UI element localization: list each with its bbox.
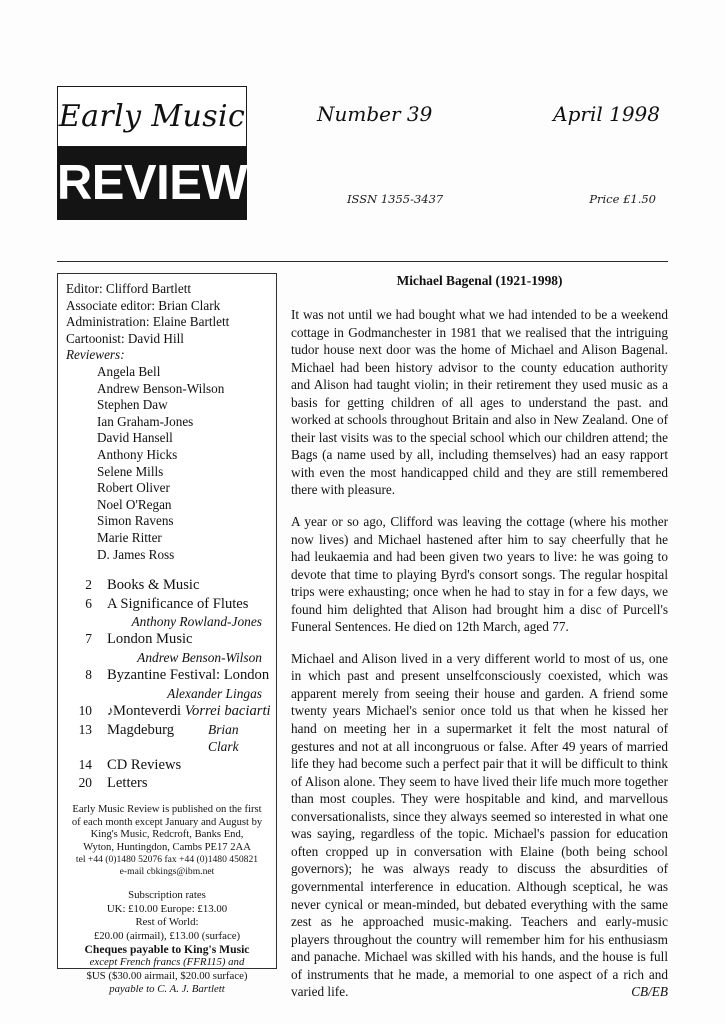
imprint-email: e-mail cbkings@ibm.net (119, 866, 215, 878)
masthead (57, 86, 668, 221)
reviewers-list (66, 364, 268, 563)
issn-line (287, 192, 668, 206)
rates-cheques-note: Cheques payable to King's Music (84, 943, 250, 957)
contents-page-number: 6 (85, 595, 92, 611)
list-item: David Hansell (97, 430, 173, 446)
contents-page-number: 2 (85, 577, 92, 593)
list-item: Robert Oliver (97, 480, 170, 496)
contents-title: CD Reviews (107, 756, 182, 773)
contents-title (92, 702, 271, 721)
contents-page-number: 7 (85, 631, 92, 647)
article-column (291, 273, 668, 1001)
logo-review: REVIEW (56, 155, 248, 210)
contents-page-number: 8 (85, 667, 92, 683)
list-item: Selene Mills (97, 463, 164, 479)
contents-page-number: 14 (78, 756, 92, 772)
rates-line: except French francs (FFR115) and (89, 956, 245, 969)
imprint-line: of each month except January and August by (71, 816, 263, 828)
logo-early-music: Early Music (58, 99, 246, 134)
staff-cartoonist: Cartoonist: David Hill (66, 330, 184, 346)
article-paragraph-text: Michael and Alison lived in a very different world to most of us, one in which past and present unselfconsciously coexisted, which was apparent merely from seeing their house and garden. A friend some twenty years Michael's senior once told us that when he kissed her hand on meeting her in a supermarket it felt the most natural of gestures and not at all incongruous or false. After 49 years of married life they had become such a perfect pair that it will be difficult to think of Alison alone. They seem to have lived their life much more together than most couples. They were hospitable and kind, and marvellous conversationalists, since they always seemed so interested in what one was saying, regardless of the topic. Michael's passion for education often cropped up in conversation with Elaine (both being school governors); he was always ready to discuss the absurdities of governmental interference in education. Although sceptical, he was never cynical or mean-minded, but debated everything with the same zest as he approached music-making. Teachers and early-music players throughout the country will remember him for his enthusiasm and panache. Michael was skilled with his hands, and the house is full of instruments that he made, a memorial to one aspect of a rich and varied life. (291, 650, 668, 1000)
article-signature: CB/EB (631, 984, 668, 1000)
list-item: Marie Ritter (97, 529, 162, 545)
issn-number: ISSN 1355-3437 (347, 192, 444, 206)
list-item: Stephen Daw (97, 397, 168, 413)
rates-line: $US ($30.00 airmail, $20.00 surface) (86, 969, 248, 982)
contents-entry[interactable] (66, 756, 268, 775)
issue-number: Number 39 (317, 102, 433, 126)
contents-page-number: 10 (78, 703, 92, 719)
contents-page-number: 20 (78, 775, 92, 791)
issue-line (287, 102, 668, 126)
contents-title: Magdeburg (107, 721, 175, 738)
contents-entry[interactable] (66, 666, 268, 685)
contents-title: Byzantine Festival: London (107, 667, 270, 684)
contents-entry[interactable] (66, 702, 271, 721)
contents-author: Andrew Benson-Wilson (137, 650, 262, 666)
logo-title-box (57, 86, 247, 147)
list-item: Anthony Hicks (97, 446, 178, 462)
logo-review-box (57, 147, 247, 220)
contents-title-text: Monteverdi (113, 703, 182, 720)
rates-line: UK: £10.00 Europe: £13.00 (106, 902, 228, 915)
staff-administration: Administration: Elaine Bartlett (66, 314, 230, 330)
contents-entry[interactable] (66, 595, 268, 614)
list-item: Angela Bell (97, 363, 161, 379)
rates-payable-to: payable to C. A. J. Bartlett (109, 983, 225, 996)
contents-page-number: 13 (78, 721, 92, 737)
article-paragraph: A year or so ago, Clifford was leaving the cottage (where his mother now lives) and Michael hastened after him to say cheerfully that he had leukaemia and had been given two years to live: he was going to devote that time to playing Byrd's consort songs. The regular hospital trips were exhausting; once when he had to stay in for a few days, we found him delighted that Alison had brought him a disc of Purcell's Funeral Sentences. He died on 12th March, aged 77. (291, 514, 668, 635)
contents-entry[interactable] (66, 576, 268, 595)
list-item: Simon Ravens (97, 513, 174, 529)
imprint-line: King's Music, Redcroft, Banks End, (90, 829, 244, 841)
contents-author: Anthony Rowland-Jones (131, 614, 262, 630)
sidebar-box (57, 273, 277, 996)
contents-entry[interactable] (66, 721, 268, 756)
contents-author: Alexander Lingas (167, 685, 262, 701)
contents-title-italic: Vorrei baciarti (184, 703, 271, 720)
contents-list (66, 576, 271, 793)
staff-associate-editor: Associate editor: Brian Clark (66, 297, 221, 313)
staff-list (66, 281, 268, 563)
rates-line: Rest of World: (135, 916, 199, 929)
cover-price: Price £1.50 (589, 192, 656, 206)
journal-logo (57, 86, 247, 220)
imprint-line: Early Music Review is published on the first (72, 804, 262, 816)
contents-title: A Significance of Flutes (107, 595, 249, 612)
list-item: Noel O'Regan (97, 496, 172, 512)
issue-date: April 1998 (553, 102, 660, 126)
masthead-divider (57, 261, 668, 262)
rates-line: £20.00 (airmail), £13.00 (surface) (93, 929, 241, 942)
list-item: D. James Ross (97, 546, 175, 562)
article-paragraph (291, 650, 668, 1001)
article-title: Michael Bagenal (1921-1998) (396, 273, 563, 288)
list-item: Ian Graham-Jones (97, 413, 194, 429)
article-paragraph: It was not until we had bought what we had intended to be a weekend cottage in Godmanchester in 1981 that we realised that the intriguing tudor house next door was the home of Michael and Alison Bagenal. Michael had been history advisor to the county education authority and Alison had taught violin; in their retirement they used music as a basis for getting children of all ages to understand the past. and worked at schools throughout Britain and also in New Zealand. One of their last visits was to the special school which our children attend; the Bags (a name used by all, including themselves) had an easy rapport with even the most handicapped child and they are still remembered there with pleasure. (291, 307, 668, 498)
list-item: Andrew Benson-Wilson (97, 380, 225, 396)
contents-author: Brian Clark (208, 721, 239, 755)
music-note-icon: ♪ (107, 703, 113, 719)
rates-heading: Subscription rates (128, 889, 206, 902)
subscription-rates-block (66, 889, 268, 996)
contents-title: Letters (107, 775, 148, 792)
contents-entry[interactable] (66, 774, 268, 793)
imprint-block (66, 804, 268, 878)
reviewers-label: Reviewers: (66, 347, 125, 363)
contents-title: Books & Music (107, 577, 200, 594)
contents-entry[interactable] (66, 630, 268, 649)
imprint-phone-fax: tel +44 (0)1480 52076 fax +44 (0)1480 450821 (75, 854, 259, 866)
contents-title: London Music (107, 631, 193, 648)
imprint-line: Wyton, Huntingdon, Cambs PE17 2AA (83, 841, 251, 853)
staff-editor: Editor: Clifford Bartlett (66, 281, 192, 296)
